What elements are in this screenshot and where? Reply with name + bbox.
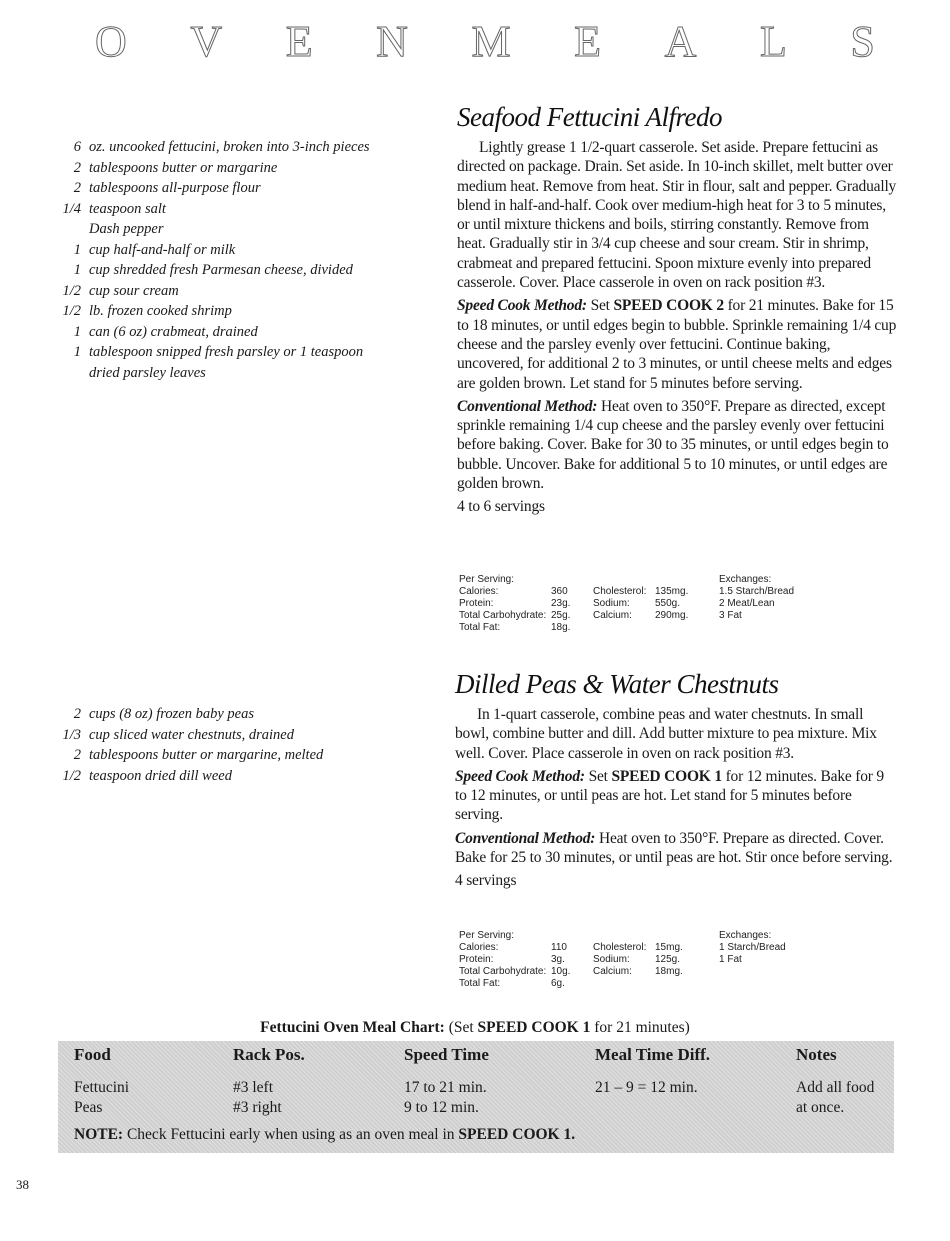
nutrition-value: 10g.	[551, 966, 571, 977]
banner-letter: S	[850, 17, 875, 66]
exchange-item: 1.5 Starch/Bread	[719, 586, 795, 597]
chart-cell: #3 right	[233, 1099, 282, 1116]
nutrition-label: Total Carbohydrate:	[459, 966, 547, 977]
banner-letter: E	[285, 17, 313, 66]
chart-cell: 17 to 21 min.	[404, 1079, 487, 1096]
nutrition-value: 6g.	[551, 978, 565, 989]
ingredient-qty: 2	[73, 747, 81, 763]
nutrition-value: 135mg.	[655, 586, 689, 597]
nutrition-label: Protein:	[459, 598, 494, 609]
recipe2-servings: 4 servings	[455, 872, 517, 890]
recipe2-directions	[455, 705, 895, 891]
page-number: 38	[16, 1177, 29, 1192]
ingredient-row	[55, 766, 415, 787]
ingredient-qty	[55, 219, 89, 240]
ingredient-qty: 1/3	[62, 726, 81, 743]
chart-cell: Fettucini	[74, 1079, 130, 1096]
conventional-method-heading: Conventional Method:	[457, 397, 598, 415]
chart-cell: Peas	[74, 1099, 103, 1116]
conventional-method-text: Heat oven to 350°F. Prepare as directed, except sprinkle remaining 1/4 cup cheese and the parsley evenly over fettucini before baking. Cover. Bake for 30 to 35 minutes, or until edges begin to bubble. Uncover. Bake for additional 5 to 10 minutes, or until edges are golden brown.	[457, 397, 889, 493]
nutrition-label: Calories:	[459, 942, 499, 953]
chart-title-paren-close: for 21 minutes)	[594, 1019, 690, 1036]
ingredient-row	[55, 342, 415, 383]
ingredient-qty: 2	[73, 706, 81, 722]
nutrition-label: Protein:	[459, 954, 494, 965]
chart-cell: #3 left	[233, 1079, 274, 1096]
nutrition-label: Calcium:	[593, 966, 632, 977]
chart-title-main: Fettucini Oven Meal Chart:	[260, 1019, 445, 1036]
chart-header-rack: Rack Pos.	[233, 1045, 305, 1064]
ingredient-row	[55, 704, 415, 725]
ingredient-text: teaspoon dried dill weed	[89, 767, 232, 784]
chart-cell: 21 – 9 = 12 min.	[595, 1079, 698, 1096]
ingredient-row	[55, 199, 415, 220]
recipe2-title: Dilled Peas & Water Chestnuts	[455, 669, 779, 699]
nutrition-value: 23g.	[551, 598, 571, 609]
banner-letter: A	[664, 17, 697, 66]
speed-method-text: for 12 minutes. Bake for 9 to 12 minutes, or until peas are hot. Let stand for 5 minutes before serving.	[455, 767, 884, 824]
ingredient-row	[55, 158, 415, 179]
recipe2-intro: In 1-quart casserole, combine peas and water chestnuts. In small bowl, combine butter and dill. Add butter mixture to pea mixture. Mix well. Cover. Place casserole in oven on rack position #3.	[455, 706, 877, 762]
recipe1-ingredients	[55, 137, 415, 383]
chart-header-food: Food	[74, 1045, 111, 1064]
chart-title-setting: SPEED COOK 1	[477, 1019, 591, 1036]
nutrition-value: 25g.	[551, 610, 571, 621]
ingredient-text: cups (8 oz) frozen baby peas	[89, 706, 254, 722]
chart-header-notes: Notes	[796, 1045, 837, 1064]
ingredient-qty: 1/2	[62, 303, 81, 319]
banner-letter: L	[759, 17, 787, 66]
nutrition-value: 3g.	[551, 954, 565, 965]
nutrition-header: Per Serving:	[459, 930, 515, 941]
speed-method-heading: Speed Cook Method:	[455, 767, 585, 785]
ingredient-qty: 1	[73, 323, 81, 340]
ingredient-text: can (6 oz) crabmeat, drained	[89, 323, 258, 340]
exchanges-header: Exchanges:	[719, 930, 772, 941]
ingredient-qty: 1	[73, 344, 81, 360]
ingredient-text: oz. uncooked fettucini, broken into 3-inch pieces	[89, 139, 370, 155]
speed-method-text: for 21 minutes. Bake for 15 to 18 minutes, or until edges begin to bubble. Sprinkle remaining 1/4 cup cheese and the parsley evenly over fettucini. Continue baking, uncovered, for additional 2 to 3 minutes, or until cheese melts and edges are golden brown. Let stand for 5 minutes before serving.	[457, 297, 897, 392]
ingredient-qty: 2	[73, 180, 81, 196]
ingredient-text: tablespoons butter or margarine, melted	[89, 747, 324, 763]
nutrition-value: 15mg.	[655, 942, 683, 953]
nutrition-value: 360	[551, 586, 568, 597]
ingredient-text: tablespoons butter or margarine	[89, 159, 278, 176]
ingredient-row	[55, 219, 415, 240]
ingredient-qty: 1	[73, 241, 81, 258]
nutrition-header: Per Serving:	[459, 574, 515, 585]
nutrition-value: 550g.	[655, 598, 681, 609]
nutrition-value: 110	[551, 942, 567, 953]
nutrition-value: 290mg.	[655, 610, 689, 621]
ingredient-row	[55, 240, 415, 261]
ingredient-qty: 1	[73, 262, 81, 278]
ingredient-text: cup sliced water chestnuts, drained	[89, 726, 294, 743]
ingredient-text: cup shredded fresh Parmesan cheese, divided	[89, 262, 353, 278]
nutrition-label: Total Fat:	[459, 978, 501, 989]
banner-letter: N	[376, 17, 408, 66]
nutrition-value: 18mg.	[655, 966, 683, 977]
recipe1-title: Seafood Fettucini Alfredo	[457, 102, 722, 132]
recipe2-ingredients	[55, 704, 415, 786]
speed-method-heading: Speed Cook Method:	[457, 297, 587, 315]
banner-letter: O	[95, 17, 127, 66]
note-setting: SPEED COOK 1.	[458, 1126, 576, 1143]
chart-header-meal-time-diff: Meal Time Diff.	[595, 1045, 711, 1064]
chart-note	[74, 1126, 575, 1144]
speed-method-pre: Set	[588, 767, 608, 785]
ingredient-text: cup half-and-half or milk	[89, 241, 236, 258]
banner-letter: V	[190, 17, 223, 66]
ingredient-text: teaspoon salt	[89, 200, 166, 217]
note-text: Check Fettucini early when using as an oven meal in	[126, 1126, 455, 1143]
recipe1-conventional-method	[457, 397, 897, 493]
chart-header-speed-time: Speed Time	[404, 1045, 489, 1064]
chart-cell: at once.	[796, 1099, 845, 1116]
nutrition-label: Cholesterol:	[593, 942, 647, 953]
exchange-item: 2 Meat/Lean	[719, 598, 775, 609]
ingredient-qty: 1/4	[62, 200, 81, 217]
ingredient-qty: 2	[73, 159, 81, 176]
recipe2-conventional-method	[455, 829, 895, 868]
nutrition-value: 18g.	[551, 622, 571, 633]
ingredient-qty: 6	[73, 139, 81, 155]
ingredient-text: lb. frozen cooked shrimp	[89, 303, 232, 319]
banner-letter: E	[574, 17, 602, 66]
ingredient-row	[55, 725, 415, 746]
nutrition-label: Sodium:	[593, 954, 630, 965]
ingredient-text: tablespoon snipped fresh parsley or 1 teaspoon dried parsley leaves	[89, 344, 364, 381]
speed-cook-setting: SPEED COOK 2	[613, 297, 724, 315]
ingredient-text: Dash pepper	[89, 221, 164, 237]
ingredient-row	[55, 137, 415, 158]
conventional-method-heading: Conventional Method:	[455, 829, 596, 847]
speed-cook-setting: SPEED COOK 1	[611, 767, 722, 785]
ingredient-row	[55, 301, 415, 322]
chart-title-paren-open: (Set	[448, 1019, 474, 1036]
nutrition-label: Sodium:	[593, 598, 630, 609]
recipe1-intro: Lightly grease 1 1/2-quart casserole. Set aside. Prepare fettucini as directed on package. Drain. Set aside. In 10-inch skillet, melt butter over medium heat. Remove from heat. Stir in flour, salt and pepper. Gradually blend in half-and-half. Cook over medium-high heat for 3 to 5 minutes, or until mixture thickens and boils, stirring constantly. Remove from heat. Gradually stir in 3/4 cup cheese and sour cream. Stir in shrimp, crabmeat and prepared fettucini. Spoon mixture evenly into prepared casserole. Cover. Place casserole in oven on rack position #3.	[457, 139, 897, 292]
ingredient-text: cup sour cream	[89, 282, 179, 299]
oven-meal-chart	[58, 1041, 894, 1153]
recipe1-directions	[457, 138, 897, 517]
exchanges-header: Exchanges:	[719, 574, 772, 585]
chart-title	[0, 1019, 950, 1037]
ingredient-row	[55, 260, 415, 281]
nutrition-label: Calories:	[459, 586, 499, 597]
speed-method-pre: Set	[590, 297, 610, 315]
ingredient-qty: 1/2	[62, 767, 81, 784]
note-heading: NOTE:	[74, 1126, 124, 1143]
exchange-item: 1 Fat	[719, 954, 742, 965]
chart-cell: Add all food	[796, 1079, 875, 1096]
nutrition-label: Total Fat:	[459, 622, 501, 633]
recipe2-speed-method	[455, 767, 895, 825]
exchange-item: 3 Fat	[719, 610, 742, 621]
page-banner	[95, 18, 875, 66]
nutrition-value: 125g.	[655, 954, 681, 965]
ingredient-row	[55, 322, 415, 343]
ingredient-row	[55, 281, 415, 302]
ingredient-text: tablespoons all-purpose flour	[89, 180, 261, 196]
ingredient-row	[55, 178, 415, 199]
ingredient-row	[55, 745, 415, 766]
ingredient-qty: 1/2	[62, 282, 81, 299]
chart-cell: 9 to 12 min.	[404, 1099, 479, 1116]
nutrition-label: Calcium:	[593, 610, 632, 621]
banner-letter: M	[471, 17, 511, 66]
recipe1-servings: 4 to 6 servings	[457, 498, 545, 516]
conventional-method-text: Heat oven to 350°F. Prepare as directed. Cover. Bake for 25 to 30 minutes, or until peas are hot. Stir once before serving.	[455, 829, 893, 867]
recipe1-speed-method	[457, 296, 897, 392]
nutrition-label: Total Carbohydrate:	[459, 610, 547, 621]
nutrition-label: Cholesterol:	[593, 586, 647, 597]
exchange-item: 1 Starch/Bread	[719, 942, 786, 953]
